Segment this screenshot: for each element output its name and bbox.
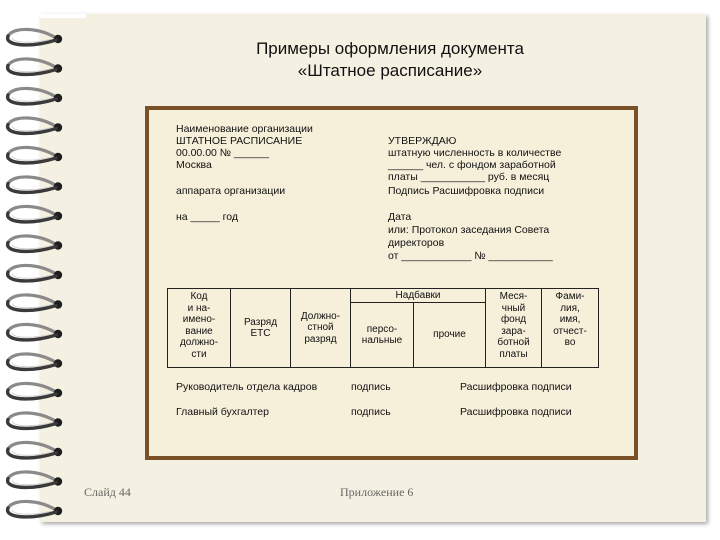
spiral-ring-icon	[8, 236, 63, 252]
spiral-ring-icon	[8, 177, 63, 193]
doc-place: Москва	[176, 159, 212, 171]
approve-directors: директоров	[388, 237, 445, 249]
spiral-ring-icon	[8, 354, 63, 370]
doc-scope: аппарата организации	[176, 185, 286, 197]
signature-accountant-role: Главный бухгалтер	[176, 406, 269, 418]
spiral-ring-icon	[8, 472, 63, 488]
approve-line1: штатную численность в количестве	[388, 147, 562, 159]
spiral-ring-icon	[8, 383, 63, 399]
col-allowances: Надбавки	[351, 289, 486, 303]
approve-protocol: или: Протокол заседания Совета	[388, 224, 550, 236]
spiral-ring-icon	[8, 295, 63, 311]
signature-accountant-decode: Расшифровка подписи	[460, 406, 572, 418]
approve-line3: платы ___________ руб. в месяц	[388, 171, 550, 183]
spiral-binding-icon	[0, 0, 80, 540]
spiral-ring-icon	[8, 206, 63, 222]
appendix-label: Приложение 6	[340, 485, 414, 499]
signature-hr-role: Руководитель отдела кадров	[176, 381, 318, 393]
col-ets-grade: Разряд ЕТС	[231, 289, 291, 368]
approve-label: УТВЕРЖДАЮ	[388, 135, 457, 147]
spiral-ring-icon	[8, 324, 63, 340]
spiral-ring-icon	[8, 413, 63, 429]
col-allowance-other: прочие	[414, 303, 486, 368]
spiral-ring-icon	[8, 88, 63, 104]
org-name-label: Наименование организации	[176, 123, 313, 135]
col-full-name: Фами- лия, имя, отчест- во	[542, 289, 599, 368]
spiral-ring-icon	[8, 442, 63, 458]
slide-title-line1: Примеры оформления документа	[256, 39, 524, 58]
signature-hr-decode: Расшифровка подписи	[460, 381, 572, 393]
approve-signature: Подпись Расшифровка подписи	[388, 185, 545, 197]
spiral-ring-icon	[8, 501, 63, 517]
spiral-ring-icon	[8, 147, 63, 163]
doc-date-number: 00.00.00 № ______	[176, 147, 270, 159]
col-position-grade: Должно- стной разряд	[291, 289, 351, 368]
col-monthly-fund: Меся- чный фонд зара- ботной платы	[486, 289, 542, 368]
spiral-ring-icon	[8, 265, 63, 281]
signature-accountant-sign: подпись	[351, 406, 391, 418]
signature-hr-sign: подпись	[351, 381, 391, 393]
approve-line2: ______ чел. с фондом заработной	[388, 159, 556, 171]
approve-from: от ____________ № ___________	[388, 250, 553, 262]
doc-type-label: ШТАТНОЕ РАСПИСАНИЕ	[176, 135, 303, 147]
spiral-ring-icon	[8, 118, 63, 134]
slide-title-line2: «Штатное расписание»	[297, 61, 483, 80]
approve-date: Дата	[388, 211, 412, 223]
slide-title	[150, 38, 630, 82]
slide-number: Слайд 44	[84, 485, 131, 499]
staff-table-header	[167, 288, 599, 368]
spiral-ring-icon	[8, 29, 63, 45]
doc-year: на _____ год	[176, 211, 239, 223]
spiral-ring-icon	[8, 59, 63, 75]
col-position-code: Код и на- имено- вание должно- сти	[168, 289, 231, 368]
col-allowance-personal: персо- нальные	[351, 303, 414, 368]
